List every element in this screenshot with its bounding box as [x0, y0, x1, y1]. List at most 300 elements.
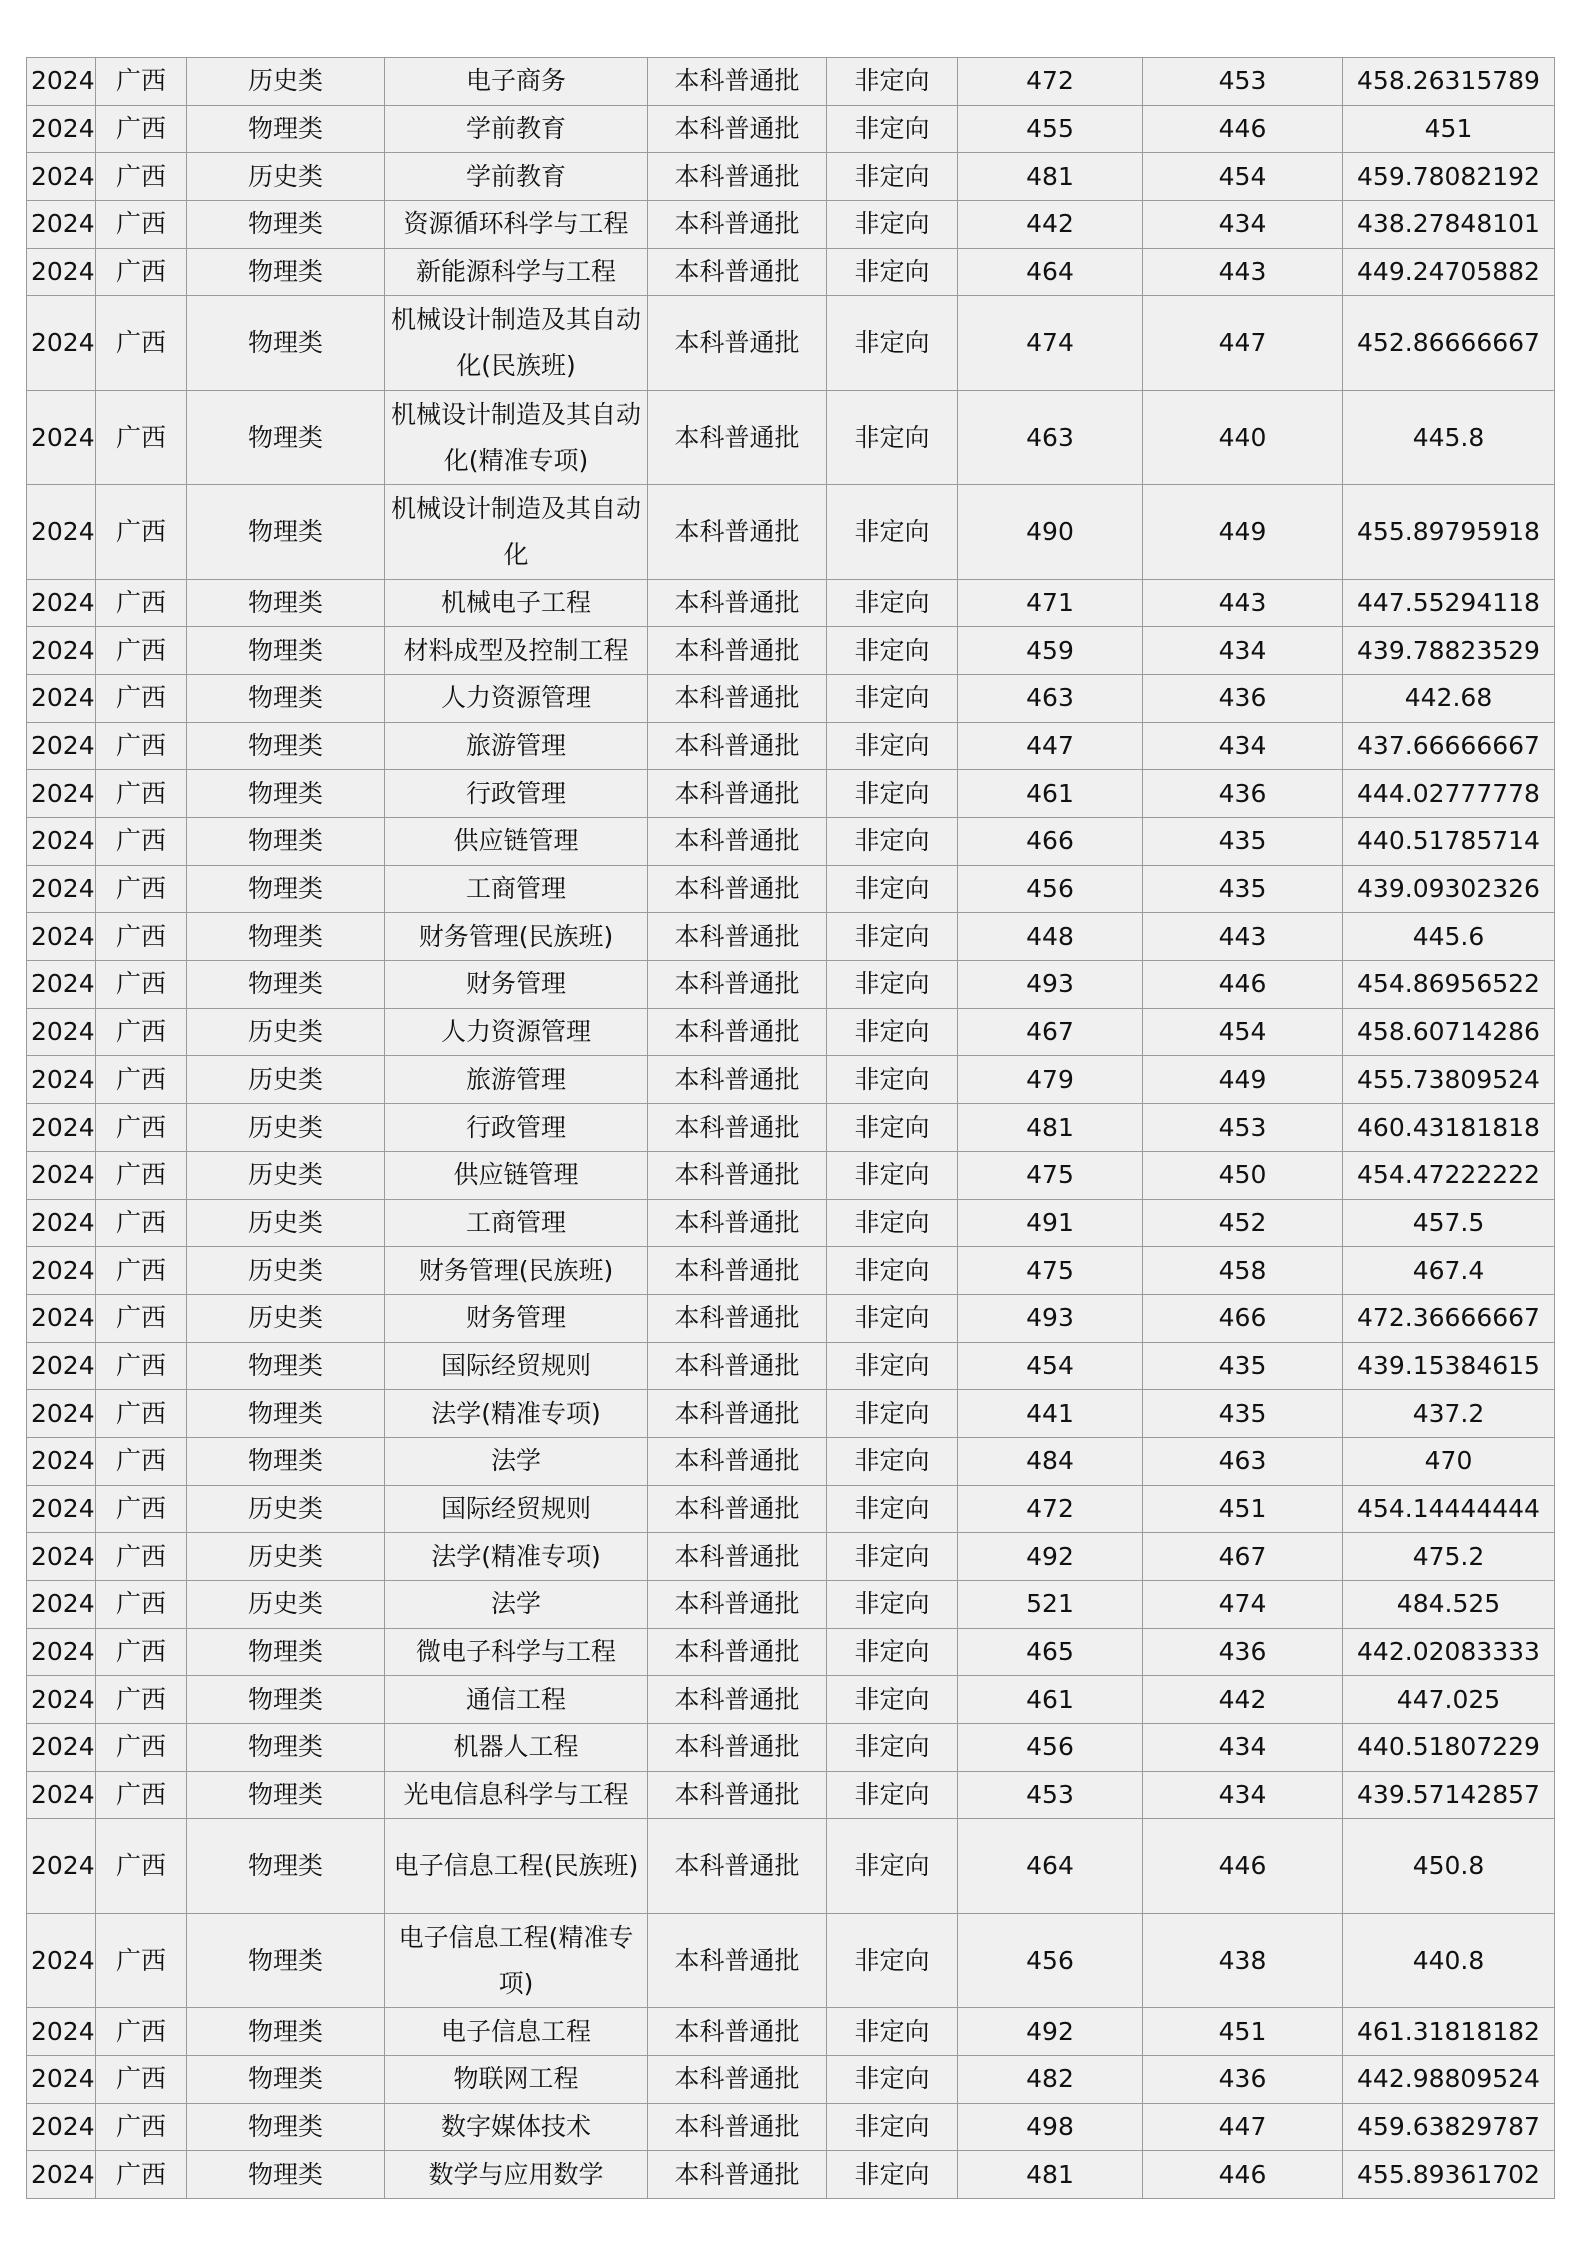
- subject-category-cell: 历史类: [187, 1533, 385, 1581]
- major-cell: 行政管理: [385, 770, 648, 818]
- max-score-cell: 521: [958, 1581, 1143, 1629]
- year-cell: 2024: [27, 1724, 96, 1772]
- min-score-cell: 447: [1143, 296, 1343, 390]
- major-cell: 国际经贸规则: [385, 1485, 648, 1533]
- max-score-cell: 453: [958, 1771, 1143, 1819]
- major-cell: 电子商务: [385, 58, 648, 106]
- table-body: [27, 58, 1555, 2199]
- year-cell: 2024: [27, 722, 96, 770]
- table-row: [27, 1390, 1555, 1438]
- major-cell: 旅游管理: [385, 722, 648, 770]
- table-row: [27, 58, 1555, 106]
- major-cell: 旅游管理: [385, 1056, 648, 1104]
- major-cell: 供应链管理: [385, 818, 648, 866]
- max-score-cell: 461: [958, 1676, 1143, 1724]
- major-cell: 人力资源管理: [385, 674, 648, 722]
- max-score-cell: 463: [958, 674, 1143, 722]
- table-row: [27, 1819, 1555, 1913]
- avg-score-cell: 470: [1343, 1437, 1555, 1485]
- year-cell: 2024: [27, 1056, 96, 1104]
- year-cell: 2024: [27, 627, 96, 675]
- avg-score-cell: 447.025: [1343, 1676, 1555, 1724]
- min-score-cell: 434: [1143, 1771, 1343, 1819]
- province-cell: 广西: [96, 1676, 187, 1724]
- year-cell: 2024: [27, 1485, 96, 1533]
- min-score-cell: 446: [1143, 961, 1343, 1009]
- max-score-cell: 471: [958, 579, 1143, 627]
- batch-cell: 本科普通批: [648, 390, 827, 484]
- table-row: [27, 296, 1555, 390]
- batch-cell: 本科普通批: [648, 1104, 827, 1152]
- batch-cell: 本科普通批: [648, 865, 827, 913]
- province-cell: 广西: [96, 1294, 187, 1342]
- batch-cell: 本科普通批: [648, 1581, 827, 1629]
- batch-cell: 本科普通批: [648, 579, 827, 627]
- max-score-cell: 491: [958, 1199, 1143, 1247]
- major-cell: 电子信息工程(精准专项): [385, 1913, 648, 2007]
- subject-category-cell: 物理类: [187, 390, 385, 484]
- max-score-cell: 456: [958, 865, 1143, 913]
- year-cell: 2024: [27, 1533, 96, 1581]
- subject-category-cell: 物理类: [187, 961, 385, 1009]
- min-score-cell: 446: [1143, 1819, 1343, 1913]
- subject-category-cell: 历史类: [187, 1294, 385, 1342]
- max-score-cell: 493: [958, 961, 1143, 1009]
- province-cell: 广西: [96, 105, 187, 153]
- major-cell: 人力资源管理: [385, 1008, 648, 1056]
- batch-cell: 本科普通批: [648, 153, 827, 201]
- major-cell: 电子信息工程: [385, 2008, 648, 2056]
- subject-category-cell: 历史类: [187, 1485, 385, 1533]
- table-row: [27, 1247, 1555, 1295]
- max-score-cell: 492: [958, 1533, 1143, 1581]
- subject-category-cell: 物理类: [187, 1913, 385, 2007]
- major-cell: 机械电子工程: [385, 579, 648, 627]
- major-cell: 数学与应用数学: [385, 2151, 648, 2199]
- avg-score-cell: 455.73809524: [1343, 1056, 1555, 1104]
- subject-category-cell: 物理类: [187, 579, 385, 627]
- subject-category-cell: 物理类: [187, 248, 385, 296]
- major-cell: 学前教育: [385, 153, 648, 201]
- major-cell: 通信工程: [385, 1676, 648, 1724]
- batch-cell: 本科普通批: [648, 58, 827, 106]
- batch-cell: 本科普通批: [648, 296, 827, 390]
- min-score-cell: 467: [1143, 1533, 1343, 1581]
- max-score-cell: 467: [958, 1008, 1143, 1056]
- batch-cell: 本科普通批: [648, 105, 827, 153]
- province-cell: 广西: [96, 865, 187, 913]
- table-row: [27, 818, 1555, 866]
- subject-category-cell: 物理类: [187, 1771, 385, 1819]
- subject-category-cell: 物理类: [187, 1437, 385, 1485]
- batch-cell: 本科普通批: [648, 1437, 827, 1485]
- year-cell: 2024: [27, 579, 96, 627]
- province-cell: 广西: [96, 153, 187, 201]
- major-cell: 财务管理(民族班): [385, 913, 648, 961]
- batch-cell: 本科普通批: [648, 1724, 827, 1772]
- subject-category-cell: 物理类: [187, 722, 385, 770]
- major-cell: 工商管理: [385, 865, 648, 913]
- table-row: [27, 1151, 1555, 1199]
- batch-cell: 本科普通批: [648, 1247, 827, 1295]
- table-row: [27, 485, 1555, 579]
- avg-score-cell: 445.6: [1343, 913, 1555, 961]
- max-score-cell: 492: [958, 2008, 1143, 2056]
- subject-category-cell: 物理类: [187, 1676, 385, 1724]
- table-row: [27, 105, 1555, 153]
- major-cell: 数字媒体技术: [385, 2103, 648, 2151]
- table-row: [27, 1913, 1555, 2007]
- table-row: [27, 2055, 1555, 2103]
- batch-cell: 本科普通批: [648, 248, 827, 296]
- table-row: [27, 1485, 1555, 1533]
- min-score-cell: 451: [1143, 2008, 1343, 2056]
- avg-score-cell: 445.8: [1343, 390, 1555, 484]
- table-row: [27, 1628, 1555, 1676]
- table-row: [27, 913, 1555, 961]
- subject-category-cell: 历史类: [187, 1104, 385, 1152]
- table-row: [27, 1533, 1555, 1581]
- province-cell: 广西: [96, 1104, 187, 1152]
- batch-cell: 本科普通批: [648, 1628, 827, 1676]
- table-row: [27, 201, 1555, 249]
- year-cell: 2024: [27, 1390, 96, 1438]
- batch-cell: 本科普通批: [648, 1294, 827, 1342]
- avg-score-cell: 442.68: [1343, 674, 1555, 722]
- year-cell: 2024: [27, 1913, 96, 2007]
- avg-score-cell: 437.2: [1343, 1390, 1555, 1438]
- province-cell: 广西: [96, 1581, 187, 1629]
- batch-cell: 本科普通批: [648, 722, 827, 770]
- province-cell: 广西: [96, 1724, 187, 1772]
- admission-score-table: [26, 57, 1555, 2199]
- avg-score-cell: 484.525: [1343, 1581, 1555, 1629]
- avg-score-cell: 452.86666667: [1343, 296, 1555, 390]
- province-cell: 广西: [96, 1390, 187, 1438]
- min-score-cell: 434: [1143, 201, 1343, 249]
- major-cell: 行政管理: [385, 1104, 648, 1152]
- enrollment-type-cell: 非定向: [827, 248, 958, 296]
- year-cell: 2024: [27, 1676, 96, 1724]
- min-score-cell: 453: [1143, 1104, 1343, 1152]
- batch-cell: 本科普通批: [648, 1342, 827, 1390]
- province-cell: 广西: [96, 1008, 187, 1056]
- batch-cell: 本科普通批: [648, 1056, 827, 1104]
- min-score-cell: 440: [1143, 390, 1343, 484]
- province-cell: 广西: [96, 1485, 187, 1533]
- max-score-cell: 490: [958, 485, 1143, 579]
- avg-score-cell: 444.02777778: [1343, 770, 1555, 818]
- min-score-cell: 447: [1143, 2103, 1343, 2151]
- min-score-cell: 454: [1143, 1008, 1343, 1056]
- table-row: [27, 674, 1555, 722]
- max-score-cell: 475: [958, 1247, 1143, 1295]
- table-row: [27, 722, 1555, 770]
- avg-score-cell: 440.8: [1343, 1913, 1555, 2007]
- min-score-cell: 451: [1143, 1485, 1343, 1533]
- batch-cell: 本科普通批: [648, 485, 827, 579]
- enrollment-type-cell: 非定向: [827, 1390, 958, 1438]
- province-cell: 广西: [96, 390, 187, 484]
- province-cell: 广西: [96, 1056, 187, 1104]
- major-cell: 法学: [385, 1437, 648, 1485]
- batch-cell: 本科普通批: [648, 1533, 827, 1581]
- min-score-cell: 463: [1143, 1437, 1343, 1485]
- year-cell: 2024: [27, 153, 96, 201]
- max-score-cell: 465: [958, 1628, 1143, 1676]
- province-cell: 广西: [96, 1199, 187, 1247]
- max-score-cell: 482: [958, 2055, 1143, 2103]
- avg-score-cell: 447.55294118: [1343, 579, 1555, 627]
- min-score-cell: 436: [1143, 2055, 1343, 2103]
- min-score-cell: 446: [1143, 105, 1343, 153]
- table-row: [27, 961, 1555, 1009]
- year-cell: 2024: [27, 2008, 96, 2056]
- max-score-cell: 498: [958, 2103, 1143, 2151]
- max-score-cell: 456: [958, 1913, 1143, 2007]
- max-score-cell: 466: [958, 818, 1143, 866]
- province-cell: 广西: [96, 770, 187, 818]
- enrollment-type-cell: 非定向: [827, 674, 958, 722]
- max-score-cell: 481: [958, 153, 1143, 201]
- enrollment-type-cell: 非定向: [827, 1485, 958, 1533]
- min-score-cell: 435: [1143, 1390, 1343, 1438]
- year-cell: 2024: [27, 201, 96, 249]
- avg-score-cell: 440.51807229: [1343, 1724, 1555, 1772]
- batch-cell: 本科普通批: [648, 1008, 827, 1056]
- avg-score-cell: 467.4: [1343, 1247, 1555, 1295]
- batch-cell: 本科普通批: [648, 2103, 827, 2151]
- major-cell: 机械设计制造及其自动化(精准专项): [385, 390, 648, 484]
- enrollment-type-cell: 非定向: [827, 1342, 958, 1390]
- major-cell: 机械设计制造及其自动化: [385, 485, 648, 579]
- year-cell: 2024: [27, 2103, 96, 2151]
- subject-category-cell: 物理类: [187, 201, 385, 249]
- enrollment-type-cell: 非定向: [827, 2151, 958, 2199]
- subject-category-cell: 历史类: [187, 1008, 385, 1056]
- year-cell: 2024: [27, 674, 96, 722]
- subject-category-cell: 物理类: [187, 1819, 385, 1913]
- avg-score-cell: 460.43181818: [1343, 1104, 1555, 1152]
- enrollment-type-cell: 非定向: [827, 1199, 958, 1247]
- province-cell: 广西: [96, 1533, 187, 1581]
- year-cell: 2024: [27, 1247, 96, 1295]
- max-score-cell: 454: [958, 1342, 1143, 1390]
- enrollment-type-cell: 非定向: [827, 1533, 958, 1581]
- table-row: [27, 1581, 1555, 1629]
- enrollment-type-cell: 非定向: [827, 1724, 958, 1772]
- year-cell: 2024: [27, 1819, 96, 1913]
- subject-category-cell: 物理类: [187, 913, 385, 961]
- province-cell: 广西: [96, 1247, 187, 1295]
- min-score-cell: 434: [1143, 1724, 1343, 1772]
- province-cell: 广西: [96, 485, 187, 579]
- year-cell: 2024: [27, 1342, 96, 1390]
- table-row: [27, 1199, 1555, 1247]
- min-score-cell: 446: [1143, 2151, 1343, 2199]
- batch-cell: 本科普通批: [648, 674, 827, 722]
- major-cell: 法学(精准专项): [385, 1533, 648, 1581]
- year-cell: 2024: [27, 770, 96, 818]
- enrollment-type-cell: 非定向: [827, 1913, 958, 2007]
- max-score-cell: 441: [958, 1390, 1143, 1438]
- year-cell: 2024: [27, 248, 96, 296]
- subject-category-cell: 物理类: [187, 2055, 385, 2103]
- avg-score-cell: 439.57142857: [1343, 1771, 1555, 1819]
- max-score-cell: 472: [958, 1485, 1143, 1533]
- avg-score-cell: 437.66666667: [1343, 722, 1555, 770]
- enrollment-type-cell: 非定向: [827, 627, 958, 675]
- max-score-cell: 464: [958, 1819, 1143, 1913]
- subject-category-cell: 历史类: [187, 1581, 385, 1629]
- enrollment-type-cell: 非定向: [827, 961, 958, 1009]
- avg-score-cell: 440.51785714: [1343, 818, 1555, 866]
- avg-score-cell: 459.78082192: [1343, 153, 1555, 201]
- table-row: [27, 2151, 1555, 2199]
- year-cell: 2024: [27, 1628, 96, 1676]
- max-score-cell: 475: [958, 1151, 1143, 1199]
- province-cell: 广西: [96, 248, 187, 296]
- enrollment-type-cell: 非定向: [827, 1247, 958, 1295]
- major-cell: 财务管理(民族班): [385, 1247, 648, 1295]
- province-cell: 广西: [96, 2151, 187, 2199]
- subject-category-cell: 物理类: [187, 105, 385, 153]
- avg-score-cell: 442.02083333: [1343, 1628, 1555, 1676]
- province-cell: 广西: [96, 1437, 187, 1485]
- max-score-cell: 456: [958, 1724, 1143, 1772]
- year-cell: 2024: [27, 2055, 96, 2103]
- province-cell: 广西: [96, 1342, 187, 1390]
- enrollment-type-cell: 非定向: [827, 1819, 958, 1913]
- batch-cell: 本科普通批: [648, 1676, 827, 1724]
- max-score-cell: 493: [958, 1294, 1143, 1342]
- major-cell: 微电子科学与工程: [385, 1628, 648, 1676]
- year-cell: 2024: [27, 865, 96, 913]
- year-cell: 2024: [27, 1437, 96, 1485]
- province-cell: 广西: [96, 913, 187, 961]
- enrollment-type-cell: 非定向: [827, 1008, 958, 1056]
- province-cell: 广西: [96, 1151, 187, 1199]
- subject-category-cell: 物理类: [187, 2008, 385, 2056]
- province-cell: 广西: [96, 2055, 187, 2103]
- year-cell: 2024: [27, 1581, 96, 1629]
- table-row: [27, 1771, 1555, 1819]
- max-score-cell: 481: [958, 1104, 1143, 1152]
- subject-category-cell: 物理类: [187, 818, 385, 866]
- max-score-cell: 447: [958, 722, 1143, 770]
- major-cell: 资源循环科学与工程: [385, 201, 648, 249]
- table-row: [27, 248, 1555, 296]
- min-score-cell: 450: [1143, 1151, 1343, 1199]
- min-score-cell: 466: [1143, 1294, 1343, 1342]
- table-row: [27, 2008, 1555, 2056]
- batch-cell: 本科普通批: [648, 913, 827, 961]
- major-cell: 供应链管理: [385, 1151, 648, 1199]
- province-cell: 广西: [96, 961, 187, 1009]
- max-score-cell: 481: [958, 2151, 1143, 2199]
- enrollment-type-cell: 非定向: [827, 1676, 958, 1724]
- enrollment-type-cell: 非定向: [827, 2055, 958, 2103]
- max-score-cell: 459: [958, 627, 1143, 675]
- max-score-cell: 463: [958, 390, 1143, 484]
- province-cell: 广西: [96, 627, 187, 675]
- max-score-cell: 464: [958, 248, 1143, 296]
- table-row: [27, 1104, 1555, 1152]
- min-score-cell: 434: [1143, 627, 1343, 675]
- batch-cell: 本科普通批: [648, 627, 827, 675]
- table-row: [27, 1008, 1555, 1056]
- table-row: [27, 1676, 1555, 1724]
- enrollment-type-cell: 非定向: [827, 770, 958, 818]
- enrollment-type-cell: 非定向: [827, 105, 958, 153]
- min-score-cell: 449: [1143, 1056, 1343, 1104]
- avg-score-cell: 439.09302326: [1343, 865, 1555, 913]
- max-score-cell: 474: [958, 296, 1143, 390]
- table-row: [27, 865, 1555, 913]
- min-score-cell: 443: [1143, 248, 1343, 296]
- year-cell: 2024: [27, 390, 96, 484]
- province-cell: 广西: [96, 201, 187, 249]
- table-row: [27, 1724, 1555, 1772]
- min-score-cell: 435: [1143, 1342, 1343, 1390]
- year-cell: 2024: [27, 105, 96, 153]
- table-row: [27, 1342, 1555, 1390]
- enrollment-type-cell: 非定向: [827, 818, 958, 866]
- year-cell: 2024: [27, 296, 96, 390]
- max-score-cell: 484: [958, 1437, 1143, 1485]
- year-cell: 2024: [27, 1151, 96, 1199]
- subject-category-cell: 物理类: [187, 770, 385, 818]
- min-score-cell: 452: [1143, 1199, 1343, 1247]
- major-cell: 光电信息科学与工程: [385, 1771, 648, 1819]
- batch-cell: 本科普通批: [648, 818, 827, 866]
- major-cell: 工商管理: [385, 1199, 648, 1247]
- subject-category-cell: 物理类: [187, 296, 385, 390]
- subject-category-cell: 物理类: [187, 1724, 385, 1772]
- major-cell: 学前教育: [385, 105, 648, 153]
- subject-category-cell: 历史类: [187, 1199, 385, 1247]
- subject-category-cell: 物理类: [187, 485, 385, 579]
- enrollment-type-cell: 非定向: [827, 201, 958, 249]
- year-cell: 2024: [27, 485, 96, 579]
- batch-cell: 本科普通批: [648, 1913, 827, 2007]
- subject-category-cell: 物理类: [187, 2103, 385, 2151]
- enrollment-type-cell: 非定向: [827, 579, 958, 627]
- avg-score-cell: 454.14444444: [1343, 1485, 1555, 1533]
- year-cell: 2024: [27, 1199, 96, 1247]
- year-cell: 2024: [27, 1008, 96, 1056]
- batch-cell: 本科普通批: [648, 770, 827, 818]
- batch-cell: 本科普通批: [648, 1390, 827, 1438]
- subject-category-cell: 物理类: [187, 674, 385, 722]
- province-cell: 广西: [96, 579, 187, 627]
- province-cell: 广西: [96, 58, 187, 106]
- major-cell: 材料成型及控制工程: [385, 627, 648, 675]
- province-cell: 广西: [96, 1628, 187, 1676]
- avg-score-cell: 451: [1343, 105, 1555, 153]
- enrollment-type-cell: 非定向: [827, 913, 958, 961]
- enrollment-type-cell: 非定向: [827, 2103, 958, 2151]
- min-score-cell: 458: [1143, 1247, 1343, 1295]
- table-row: [27, 1294, 1555, 1342]
- avg-score-cell: 455.89361702: [1343, 2151, 1555, 2199]
- avg-score-cell: 475.2: [1343, 1533, 1555, 1581]
- subject-category-cell: 历史类: [187, 1247, 385, 1295]
- table-row: [27, 1437, 1555, 1485]
- avg-score-cell: 459.63829787: [1343, 2103, 1555, 2151]
- avg-score-cell: 450.8: [1343, 1819, 1555, 1913]
- batch-cell: 本科普通批: [648, 961, 827, 1009]
